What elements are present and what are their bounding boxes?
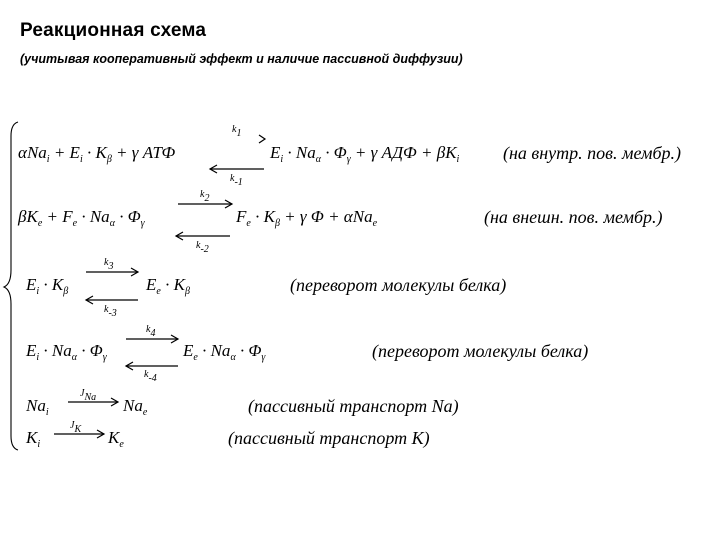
rate-constant-k1: $k_1$: [232, 124, 242, 139]
rate-constant-k-minus-1: $k_{-1}$: [230, 173, 243, 188]
rate-constant-k-minus-3: $k_{-3}$: [104, 304, 117, 319]
rate-constant-k2: $k_2$: [200, 189, 210, 204]
forward-arrow-3: [84, 266, 140, 278]
reaction-4-right: $E_e \cdot Na_\alpha \cdot \Phi_\gamma$: [183, 341, 266, 363]
reaction-4-left: $E_i \cdot Na_\alpha \cdot \Phi_\gamma$: [26, 341, 107, 363]
reaction-5-right: $Na_e$: [123, 396, 148, 418]
reaction-1-left: $\alpha Na_i + E_i \cdot K_\beta + \gamma$ АТФ: [18, 143, 176, 165]
rate-constant-k-minus-4: $k_{-4}$: [144, 369, 157, 384]
forward-arrow-4: [124, 333, 180, 345]
reaction-1-right: $E_i \cdot Na_\alpha \cdot \Phi_\gamma + \gamma$ АДФ + $\beta K_i$: [270, 143, 460, 165]
flux-label-jk: $J_K$: [70, 420, 82, 435]
flux-arrow-k: [52, 428, 106, 440]
reaction-3-left: $E_i \cdot K_\beta$: [26, 275, 69, 297]
reaction-4-note: (переворот молекулы белка): [372, 341, 589, 361]
reaction-2-left: $\beta K_e + F_e \cdot Na_\alpha \cdot \Phi_\gamma$: [18, 207, 145, 229]
forward-arrow-2: [176, 198, 234, 210]
page-subtitle: (учитывая кооперативный эффект и наличие пассивной диффузии): [20, 52, 463, 66]
rate-constant-k-minus-2: $k_{-2}$: [196, 240, 209, 255]
reaction-5-left: $Na_i$: [26, 396, 49, 418]
forward-arrow-1: [211, 131, 269, 149]
reaction-5-note: (пассивный транспорт Na): [248, 396, 459, 416]
reaction-2-right: $F_e \cdot K_\beta + \gamma$ Φ + αNa$_e$: [236, 207, 378, 229]
reaction-6-right: $K_e$: [108, 428, 124, 450]
flux-label-jna: $J_{Na}$: [80, 388, 97, 403]
rate-constant-k4: $k_4$: [146, 324, 156, 339]
reaction-3-right: $E_e \cdot K_\beta$: [146, 275, 190, 297]
flux-arrow-na: [66, 396, 120, 408]
reaction-6-left: $K_i$: [26, 428, 41, 450]
reaction-2-note: (на внешн. пов. мембр.): [484, 207, 663, 227]
reaction-3-note: (переворот молекулы белка): [290, 275, 507, 295]
reaction-1-note: (на внутр. пов. мембр.): [503, 143, 682, 163]
rate-constant-k3: $k_3$: [104, 257, 114, 272]
reaction-6-note: (пассивный транспорт K): [228, 428, 430, 448]
page-title: Реакционная схема: [20, 20, 207, 41]
